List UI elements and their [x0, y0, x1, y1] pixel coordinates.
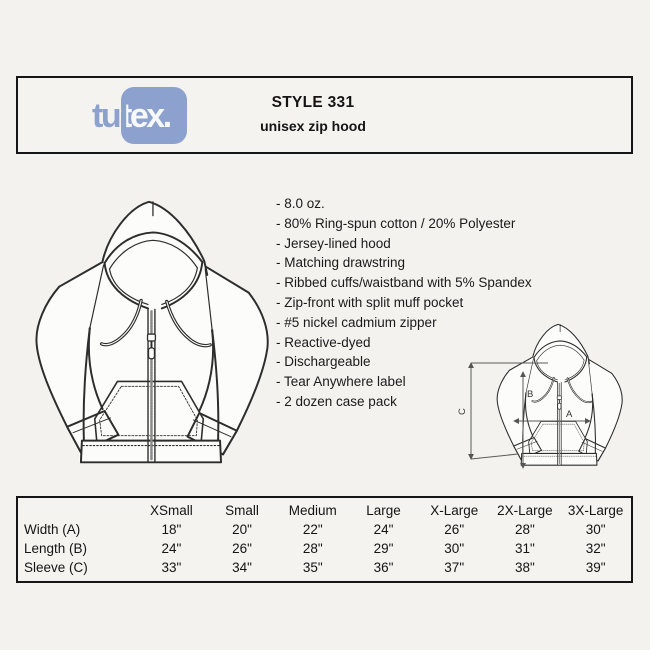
table-cell: 31" [515, 541, 535, 556]
hoodie-illustration [24, 190, 274, 486]
hoodie-measurement-diagram [456, 318, 634, 478]
header-box [16, 76, 633, 154]
diagram-label-width: A [566, 409, 573, 420]
table-cell: 29" [373, 541, 394, 556]
table-cell: 24" [161, 541, 182, 556]
logo-text-tex: tex. [121, 96, 170, 135]
feature-item: - Zip-front with split muff pocket [276, 294, 464, 310]
feature-item: - Reactive-dyed [276, 334, 371, 350]
table-cell: 18" [161, 522, 182, 537]
feature-item: - Matching drawstring [276, 255, 406, 271]
table-header-cell: 3X-Large [567, 503, 624, 518]
feature-item: - Ribbed cuffs/waistband with 5% Spandex [276, 275, 532, 291]
table-cell: 30" [444, 541, 465, 556]
table-header-cell: 2X-Large [497, 503, 553, 518]
feature-item: - Jersey-lined hood [276, 235, 391, 251]
page-title: STYLE 331 [271, 94, 355, 111]
table-header-cell: Medium [288, 503, 337, 518]
table-cell: 28" [515, 522, 535, 537]
diagram-label-sleeve: C [457, 408, 468, 415]
table-cell: 38" [515, 560, 535, 575]
logo-text-tul: tul [92, 96, 127, 135]
feature-item: - Dischargeable [276, 354, 371, 370]
table-header-cell: Small [225, 503, 259, 518]
feature-item: - Tear Anywhere label [276, 374, 406, 390]
table-cell: 30" [585, 522, 606, 537]
table-header-cell [18, 501, 136, 520]
title-block [148, 94, 478, 134]
table-row-label: Sleeve (C) [24, 560, 88, 575]
table-header-cell: Large [366, 503, 401, 518]
table-cell: 22" [302, 522, 323, 537]
feature-item: - 80% Ring-spun cotton / 20% Polyester [276, 215, 516, 231]
size-table [16, 496, 633, 583]
table-row-label: Length (B) [24, 541, 88, 556]
table-cell: 34" [232, 560, 252, 575]
feature-item: - 8.0 oz. [276, 196, 325, 211]
table-cell: 26" [232, 541, 252, 556]
table-header-cell: XSmall [149, 503, 193, 518]
table-cell: 28" [302, 541, 323, 556]
feature-item: - #5 nickel cadmium zipper [276, 314, 437, 330]
feature-item: - 2 dozen case pack [276, 393, 397, 409]
table-cell: 37" [444, 560, 465, 575]
table-cell: 35" [302, 560, 323, 575]
table-cell: 24" [373, 522, 394, 537]
table-cell: 20" [232, 522, 252, 537]
diagram-label-length: B [527, 389, 534, 400]
table-cell: 36" [373, 560, 394, 575]
table-cell: 39" [585, 560, 606, 575]
page-subtitle: unisex zip hood [260, 118, 366, 134]
table-cell: 32" [585, 541, 606, 556]
table-cell: 33" [161, 560, 182, 575]
table-header-cell: X-Large [430, 503, 479, 518]
table-row-label: Width (A) [24, 522, 81, 537]
table-cell: 26" [444, 522, 465, 537]
